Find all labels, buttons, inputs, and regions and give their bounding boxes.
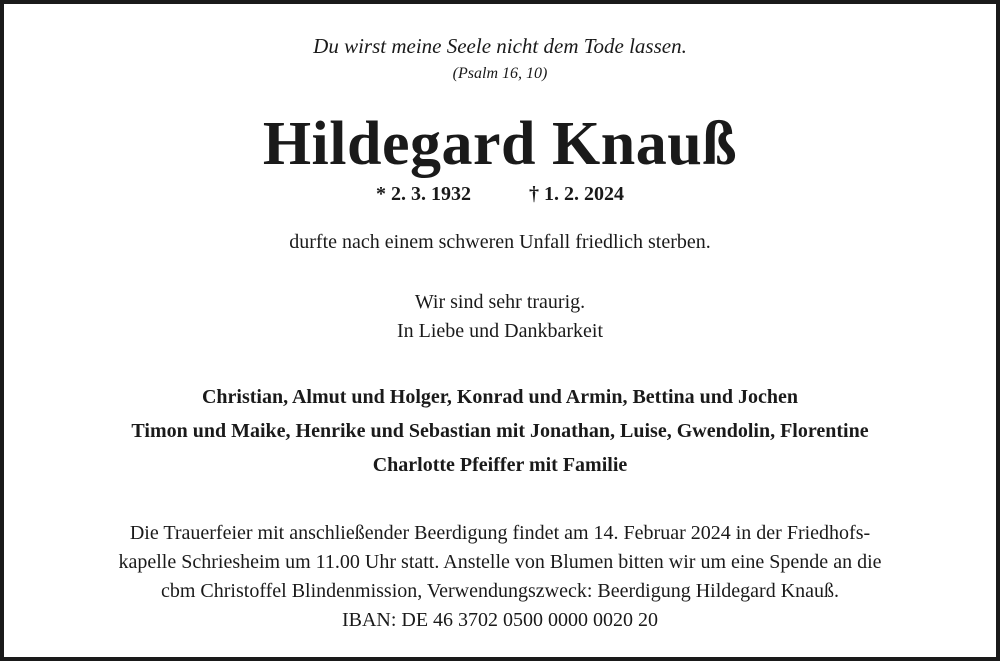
mourner-line: Charlotte Pfeiffer mit Familie [372,454,628,476]
mourner-line: Timon und Maike, Henrike und Sebastian mit Jonathan, Luise, Gwendolin, Florentine [131,420,869,442]
psalm-quote: Du wirst meine Seele nicht dem Tode lassen. [313,34,687,58]
psalm-reference: (Psalm 16, 10) [452,65,548,82]
death-statement: durfte nach einem schweren Unfall friedlich sterben. [289,231,711,253]
deceased-name: Hildegard Knauß [262,110,738,178]
birth-date: * 2. 3. 1932 [376,183,471,205]
life-dates [0,182,1000,206]
funeral-info-line: kapelle Schriesheim um 11.00 Uhr statt. Anstelle von Blumen bitten wir um eine Spende an die [118,551,882,573]
iban-line: IBAN: DE 46 3702 0500 0000 0020 20 [341,609,659,631]
closing-line: Wir sind sehr traurig. [414,291,586,313]
death-date: † 1. 2. 2024 [529,183,624,205]
funeral-info-line: cbm Christoffel Blindenmission, Verwendungszweck: Beerdigung Hildegard Knauß. [160,580,840,602]
funeral-info-line: Die Trauerfeier mit anschließender Beerdigung findet am 14. Februar 2024 in der Friedhofs- [129,522,871,544]
mourner-line: Christian, Almut und Holger, Konrad und Armin, Bettina und Jochen [201,386,799,408]
closing-line: In Liebe und Dankbarkeit [396,320,604,342]
